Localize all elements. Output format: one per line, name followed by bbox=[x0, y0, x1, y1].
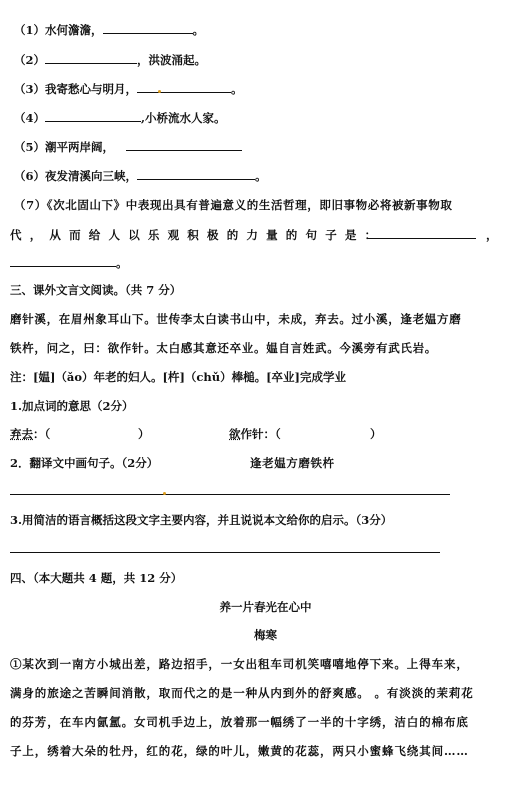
item-number: （3） bbox=[14, 82, 46, 96]
item-number: （6） bbox=[14, 169, 46, 183]
article-author: 梅寒 bbox=[254, 628, 277, 642]
poem-line-5 bbox=[14, 139, 242, 155]
answer-blank[interactable] bbox=[103, 23, 193, 34]
item7-comma: ， bbox=[486, 228, 498, 242]
item7-line-2 bbox=[10, 227, 384, 243]
classical-passage: 磨针溪，在眉州象耳山下。世传李太白读书山中，未成，弃去。过小溪，逢老媪方磨 bbox=[10, 312, 462, 326]
poem-text: 。 bbox=[231, 82, 243, 96]
poem-text: 水何澹澹， bbox=[45, 23, 103, 37]
classical-passage: 铁杵，问之，曰：欲作针。太白感其意还卒业。媪自言姓武。今溪旁有武氏岩。 bbox=[10, 341, 437, 355]
answer-paren-open: 作针：（ bbox=[240, 427, 281, 441]
stray-mark bbox=[163, 492, 166, 495]
answer-blank[interactable] bbox=[137, 169, 255, 180]
question-2: 2．翻译文中画句子。（2分） bbox=[10, 456, 159, 470]
article-title: 养一片春光在心中 bbox=[219, 600, 312, 614]
section4-heading: 四、（本大题共 4 题，共 12 分） bbox=[10, 571, 183, 585]
item7-text: 代，从而给人以乐观积极的力量的句子是： bbox=[10, 228, 385, 242]
sentence-to-translate: 逢老媪方磨铁杵 bbox=[250, 456, 335, 470]
question-1-item-a bbox=[10, 426, 50, 442]
article-paragraph: 子上，绣着大朵的牡丹，红的花，绿的叶儿，嫩黄的花蕊，两只小蜜蜂飞绕其间…… bbox=[10, 744, 469, 758]
answer-line[interactable] bbox=[368, 238, 476, 239]
item-number: （2） bbox=[14, 53, 46, 67]
poem-text: 我寄愁心与明月， bbox=[45, 82, 138, 96]
item-number: （4） bbox=[14, 111, 46, 125]
item7-line-1: （7）《次北固山下》中表现出具有普遍意义的生活哲理，即旧事物必将被新事物取 bbox=[14, 198, 453, 212]
answer-blank[interactable] bbox=[137, 82, 231, 93]
section3-heading: 三、课外文言文阅读。（共 7 分） bbox=[10, 283, 182, 297]
answer-line[interactable] bbox=[10, 552, 440, 553]
poem-line-4 bbox=[14, 110, 226, 126]
answer-blank[interactable] bbox=[45, 53, 137, 64]
answer-paren-open: ：（ bbox=[33, 427, 51, 441]
stray-mark bbox=[158, 90, 161, 93]
poem-text: ，洪波涌起。 bbox=[137, 53, 207, 67]
dotted-word: 弃去 bbox=[10, 427, 33, 441]
item7-period: 。 bbox=[116, 256, 128, 270]
answer-paren-close: ） bbox=[138, 427, 150, 441]
poem-text: 夜发清溪向三峡， bbox=[45, 169, 138, 183]
answer-line[interactable] bbox=[10, 266, 116, 267]
question-3: 3.用简洁的语言概括这段文字主要内容，并且说说本文给你的启示。（3分） bbox=[10, 513, 393, 527]
poem-line-6 bbox=[14, 168, 267, 184]
poem-text: 。 bbox=[192, 23, 205, 37]
annotation-note: 注：[媪]（ǎo）年老的妇人。[杵]（chǔ）棒槌。[卒业]完成学业 bbox=[10, 370, 346, 384]
answer-line[interactable] bbox=[10, 494, 450, 495]
poem-text: 潮平两岸阔， bbox=[45, 140, 115, 154]
article-paragraph: 的芬芳，在车内氤氲。女司机手边上，放着那一幅绣了一半的十字绣，洁白的棉布底 bbox=[10, 715, 469, 729]
answer-blank[interactable] bbox=[45, 111, 141, 122]
poem-line-3 bbox=[14, 81, 243, 97]
poem-line-1 bbox=[14, 22, 204, 38]
answer-paren-close: ） bbox=[370, 427, 382, 441]
dotted-word: 欲 bbox=[229, 427, 241, 441]
item-number: （1） bbox=[14, 23, 46, 37]
question-1-item-b bbox=[229, 426, 281, 442]
poem-text: 。 bbox=[255, 169, 267, 183]
article-paragraph: ①某次到一南方小城出差，路边招手，一女出租车司机笑嘻嘻地停下来。上得车来， bbox=[10, 657, 469, 671]
poem-text: ,小桥流水人家。 bbox=[141, 111, 226, 125]
answer-blank[interactable] bbox=[126, 140, 242, 151]
poem-line-2 bbox=[14, 52, 206, 68]
question-1: 1.加点词的意思（2分） bbox=[10, 399, 134, 413]
item-number: （5） bbox=[14, 140, 46, 154]
article-paragraph: 满身的旅途之苦瞬间消散，取而代之的是一种从内到外的舒爽感。 。有淡淡的茉莉花 bbox=[10, 686, 474, 700]
